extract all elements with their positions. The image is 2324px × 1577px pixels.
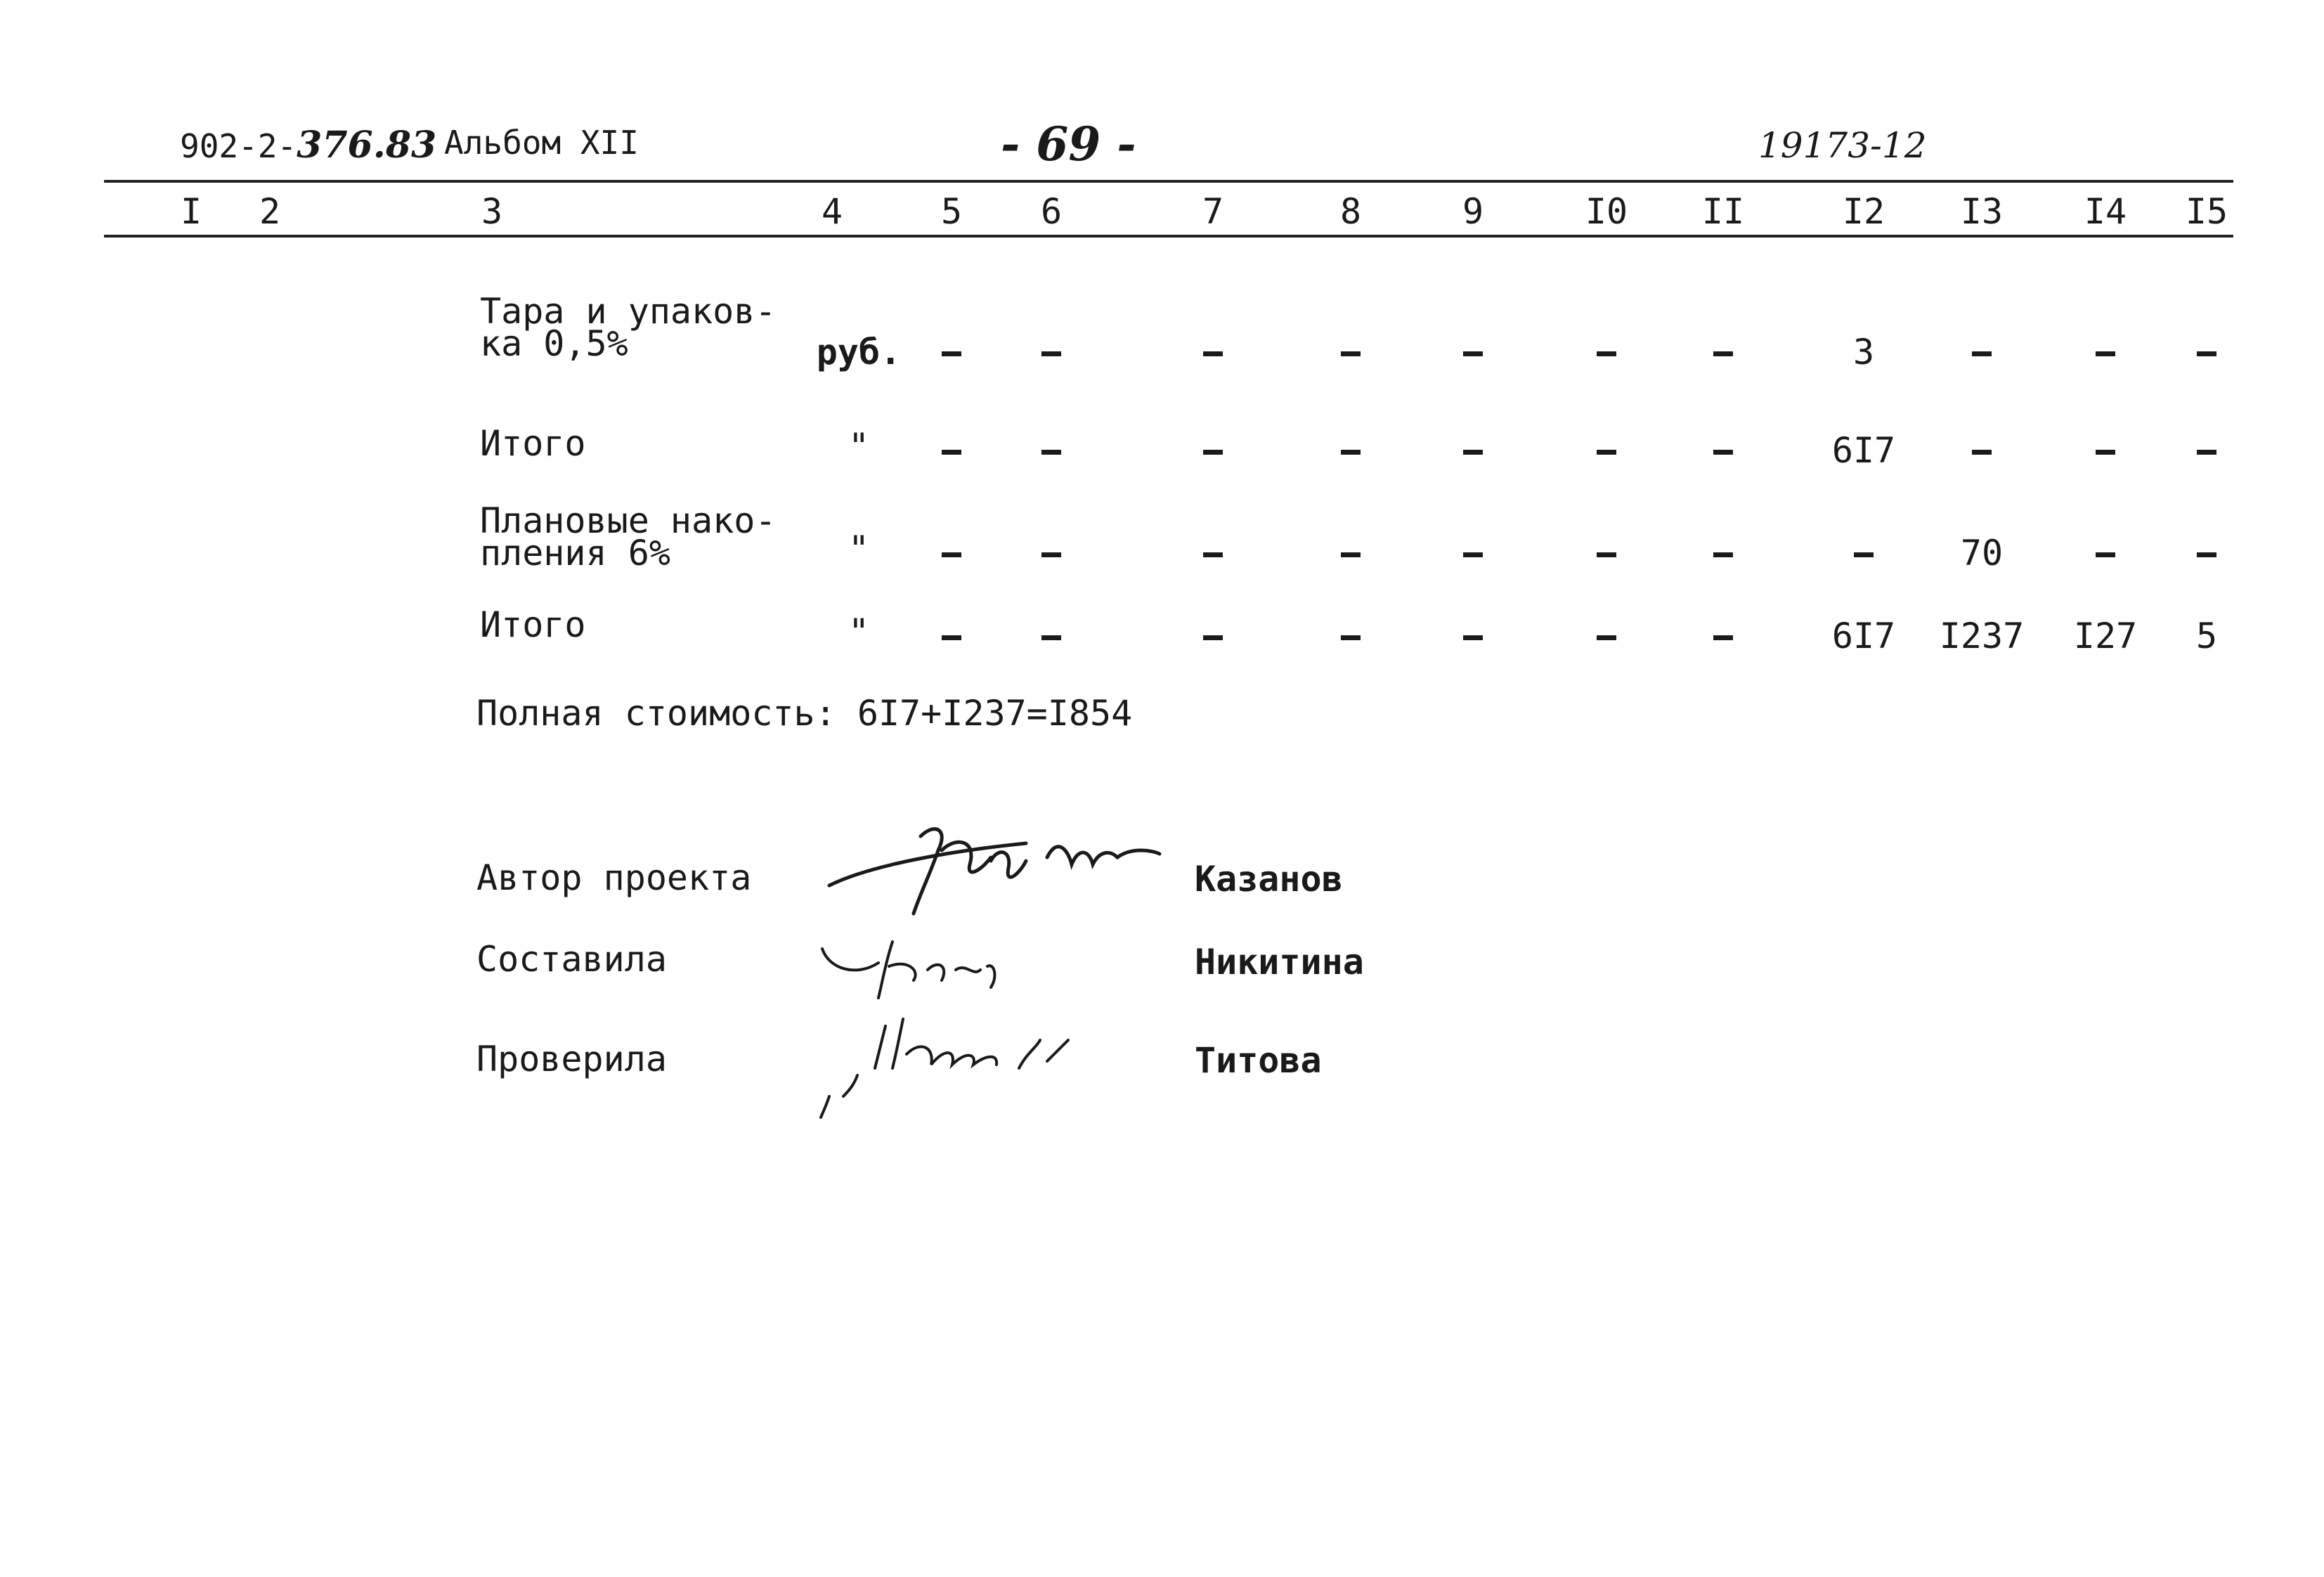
empty-cell-dash — [1041, 635, 1061, 640]
empty-cell-dash — [1463, 552, 1483, 557]
row-label: Плановые нако- — [480, 500, 777, 541]
column-number: 7 — [1202, 191, 1224, 232]
empty-cell-dash — [2096, 450, 2115, 455]
album-label: Альбом XII — [444, 124, 639, 162]
column-number: 2 — [259, 191, 281, 232]
empty-cell-dash — [1203, 635, 1223, 640]
signature-name-compiler: Никитина — [1195, 942, 1364, 982]
column-number: 4 — [821, 191, 843, 232]
signature-checker-scribble — [815, 998, 1110, 1117]
empty-cell-dash — [1713, 552, 1733, 557]
empty-cell-dash — [1341, 635, 1361, 640]
empty-cell-dash — [942, 450, 961, 455]
empty-cell-dash — [1203, 351, 1223, 356]
header-top-rule — [104, 180, 2233, 183]
column-number: II — [1701, 191, 1745, 232]
document-code — [180, 124, 436, 167]
empty-cell-dash — [1854, 552, 1874, 557]
empty-cell-dash — [1203, 552, 1223, 557]
signature-role-checker: Проверила — [476, 1039, 667, 1079]
empty-cell-dash — [1341, 351, 1361, 356]
empty-cell-dash — [942, 552, 961, 557]
empty-cell-dash — [1597, 450, 1616, 455]
column-number: 6 — [1040, 191, 1063, 232]
table-cell-value: 6I7 — [1831, 616, 1896, 656]
row-label: Итого — [480, 423, 586, 464]
table-cell-value: 70 — [1960, 533, 2004, 573]
empty-cell-dash — [2096, 351, 2115, 356]
table-cell-value: 5 — [2195, 616, 2218, 656]
signature-compiler-scribble — [815, 928, 1068, 1005]
empty-cell-dash — [2096, 552, 2115, 557]
empty-cell-dash — [1463, 450, 1483, 455]
empty-cell-dash — [1341, 552, 1361, 557]
empty-cell-dash — [1713, 351, 1733, 356]
column-number: 3 — [481, 191, 503, 232]
row-label: Итого — [480, 604, 586, 645]
empty-cell-dash — [1972, 351, 1992, 356]
column-number: I3 — [1960, 191, 2004, 232]
header-bottom-rule — [104, 235, 2233, 238]
document-code-handwritten: 376.83 — [297, 124, 437, 167]
empty-cell-dash — [1463, 635, 1483, 640]
empty-cell-dash — [942, 635, 961, 640]
table-cell-value: 6I7 — [1831, 430, 1896, 471]
row-label-continued: пления 6% — [480, 533, 670, 573]
column-number: I0 — [1585, 191, 1628, 232]
empty-cell-dash — [1041, 552, 1061, 557]
document-code-prefix: 902-2- — [180, 127, 297, 165]
empty-cell-dash — [1041, 351, 1061, 356]
row-unit: " — [848, 528, 870, 569]
column-number: I4 — [2084, 191, 2127, 232]
empty-cell-dash — [942, 351, 961, 356]
table-cell-value: 3 — [1852, 332, 1875, 372]
sheet-code: 19173-12 — [1758, 125, 1927, 166]
empty-cell-dash — [1972, 450, 1992, 455]
page-number: - 69 - — [1001, 117, 1136, 171]
table-cell-value: I27 — [2073, 616, 2138, 656]
column-number: I2 — [1842, 191, 1885, 232]
signature-role-author: Автор проекта — [476, 857, 752, 898]
empty-cell-dash — [1713, 450, 1733, 455]
row-label-continued: ка 0,5% — [480, 323, 628, 364]
empty-cell-dash — [2197, 552, 2216, 557]
empty-cell-dash — [1597, 635, 1616, 640]
empty-cell-dash — [2197, 351, 2216, 356]
empty-cell-dash — [1597, 552, 1616, 557]
row-unit: " — [848, 426, 870, 467]
empty-cell-dash — [1713, 635, 1733, 640]
table-cell-value: I237 — [1939, 616, 2025, 656]
signature-name-author: Казанов — [1195, 859, 1343, 900]
column-number: 5 — [940, 191, 963, 232]
empty-cell-dash — [1203, 450, 1223, 455]
row-label: Тара и упаков- — [480, 291, 777, 332]
signature-role-compiler: Составила — [476, 939, 667, 980]
total-cost-line: Полная стоимость: 6I7+I237=I854 — [476, 693, 1133, 734]
empty-cell-dash — [1341, 450, 1361, 455]
column-number: I — [180, 191, 202, 232]
empty-cell-dash — [1597, 351, 1616, 356]
column-number: 8 — [1339, 191, 1362, 232]
empty-cell-dash — [2197, 450, 2216, 455]
empty-cell-dash — [1463, 351, 1483, 356]
signature-author-scribble — [815, 808, 1181, 921]
signature-name-checker: Титова — [1195, 1040, 1322, 1081]
column-number: I5 — [2185, 191, 2228, 232]
row-unit: руб. — [816, 332, 902, 372]
empty-cell-dash — [1041, 450, 1061, 455]
column-number: 9 — [1462, 191, 1484, 232]
row-unit: " — [848, 611, 870, 652]
